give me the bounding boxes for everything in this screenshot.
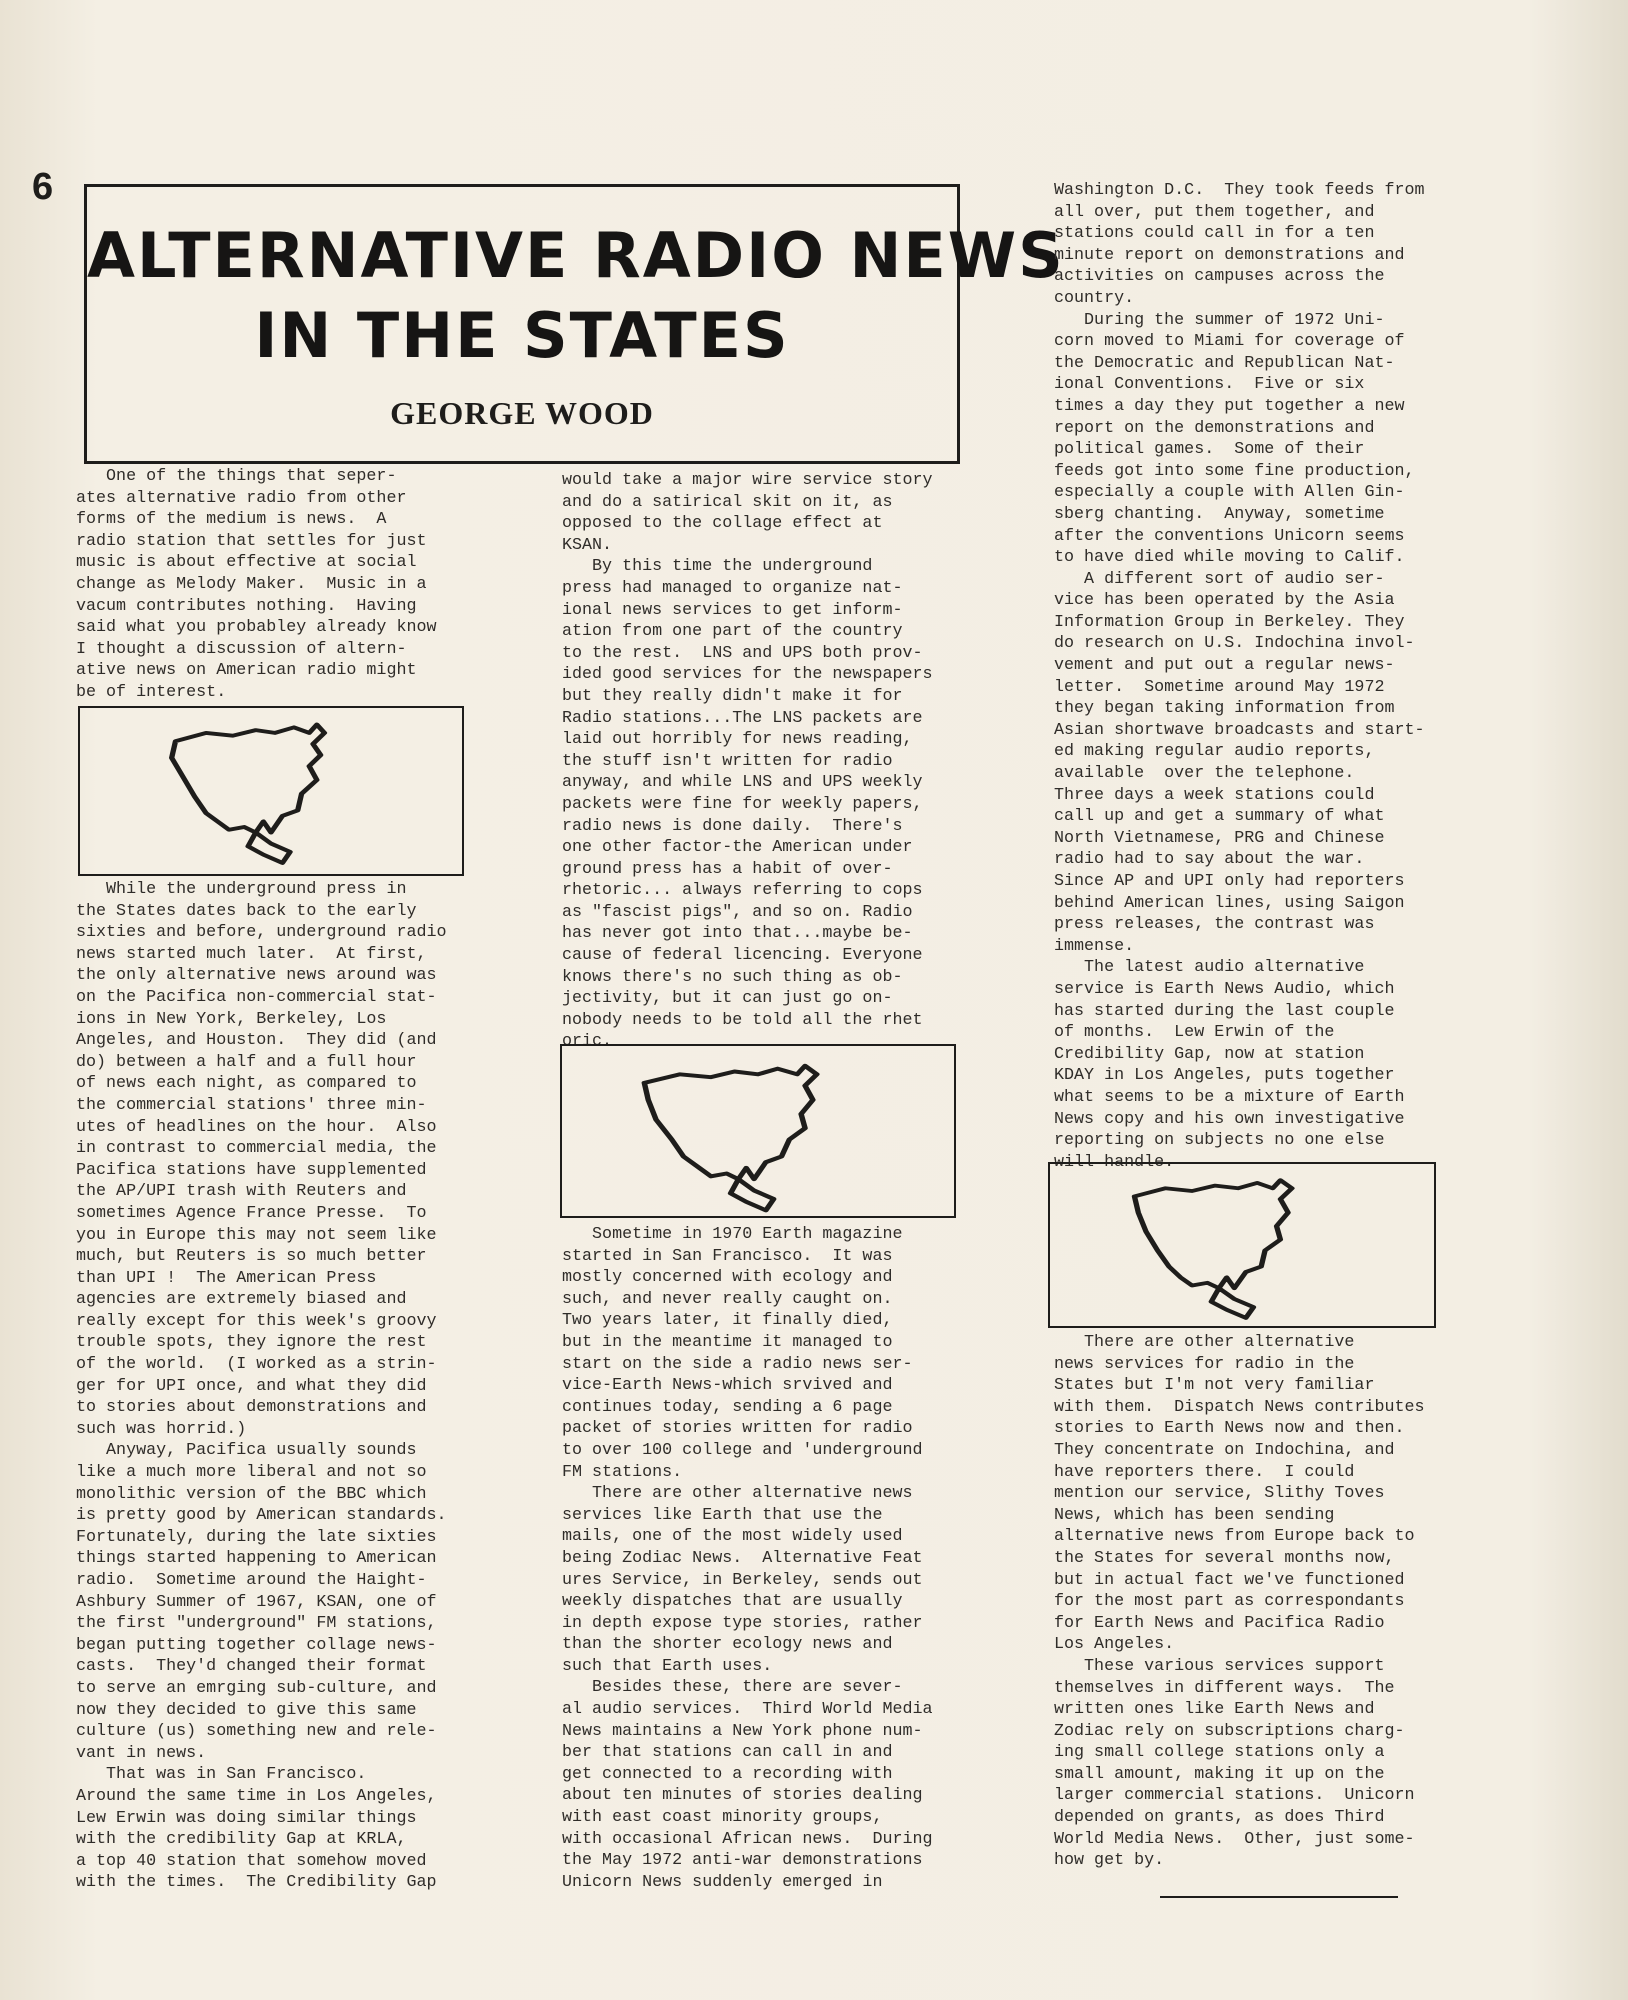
map-illustration-3 xyxy=(1048,1162,1436,1328)
map-illustration-2 xyxy=(560,1044,956,1218)
column-3-top: Washington D.C. They took feeds from all over, put them together, and stations could call in for a ten minute report on demonstrations and activities on campuses across the country. During the summer of 1972 Uni- corn moved to Miami for coverage of the Democratic and Republican Nat- ional Conventions. Five or six times a day they put together a new report on the demonstrations and political games. Some of their feeds got into some fine production, especially a couple with Allen Gin- sberg chanting. Anyway, sometime after the conventions Unicorn seems to have died while moving to Calif. A different sort of audio ser- vice has been operated by the Asia Information Group in Berkeley. They do research on U.S. Indochina invol- vement and put out a regular news- letter. Sometime around May 1972 they began taking information from Asian shortwave broadcasts and start- ed making regular audio reports, available over the telephone. Three days a week stations could call up and get a summary of what North Vietnamese, PRG and Chinese radio had to say about the war. Since AP and UPI only had reporters behind American lines, using Saigon press releases, the contrast was immense. The latest audio alternative service is Earth News Audio, which has started during the last couple of months. Lew Erwin of the Credibility Gap, now at station KDAY in Los Angeles, puts together what seems to be a mixture of Earth News copy and his own investigative reporting on subjects no one else will handle. xyxy=(1054,181,1425,1172)
north-america-map-icon xyxy=(80,708,462,874)
column-2-bottom: Sometime in 1970 Earth magazine started in San Francisco. It was mostly concerned with ecology and such, and never really caught on. Two years later, it finally died, but in the meantime it managed to start on the side a radio news ser- vice-Earth News-which srvived and continues today, sending a 6 page packet of stories written for radio to over 100 college and 'underground FM stations. There are other alternative news services like Earth that use the mails, one of the most widely used being Zodiac News. Alternative Feat ures Service, in Berkeley, sends out weekly dispatches that are usually in depth expose type stories, rather than the shorter ecology news and such that Earth uses. Besides these, there are sever- al audio services. Third World Media News maintains a New York phone num- ber that stations can call in and get connected to a recording with about ten minutes of stories dealing with east coast minority groups, with occasional African news. During the May 1972 anti-war demonstrations Unicorn News suddenly emerged in xyxy=(562,1225,933,1892)
column-2-top: would take a major wire service story and do a satirical skit on it, as opposed to the collage effect at KSAN. By this time the underground press had managed to organize nat- ional news services to get inform- ation from one part of the country to the rest. LNS and UPS both prov- ided good services for the newspapers but they really didn't make it for Radio stations...The LNS packets are laid out horribly for news reading, the stuff isn't written for radio anyway, and while LNS and UPS weekly packets were fine for weekly papers, radio news is done daily. There's one other factor-the American under ground press has a habit of over- rhetoric... always referring to cops as "fascist pigs", and so on. Radio has never got into that...maybe be- cause of federal licencing. Everyone knows there's no such thing as ob- jectivity, but it can just go on- nobody needs to be told all the rhet oric. xyxy=(562,471,933,1052)
headline-line-2: IN THE STATES xyxy=(254,299,790,372)
title-box xyxy=(84,184,1065,464)
end-rule xyxy=(1160,1896,1398,1898)
headline-line-1: ALTERNATIVE RADIO NEWS xyxy=(87,219,1065,292)
column-1-body: While the underground press in the States dates back to the early sixties and before, underground radio news started much later. At first, the only alternative news around was on the Pacifica non-commercial stat- ions in New York, Berkeley, Los Angeles, and Houston. They did (and do) between a half and a full hour of news each night, as compared to the commercial stations' three min- utes of headlines on the hour. Also in contrast to commercial media, the Pacifica stations have supplemented the AP/UPI trash with Reuters and sometimes Agence France Presse. To you in Europe this may not seem like much, but Reuters is so much better than UPI ! The American Press agencies are extremely biased and really except for this week's groovy trouble spots, they ignore the rest of the world. (I worked as a strin- ger for UPI once, and what they did to stories about demonstrations and such was horrid.) Anyway, Pacifica usually sounds like a much more liberal and not so monolithic version of the BBC which is pretty good by American standards. Fortunately, during the late sixties things started happening to American radio. Sometime around the Haight- Ashbury Summer of 1967, KSAN, one of the first "underground" FM stations, began putting together collage news- casts. They'd changed their format to serve an emrging sub-culture, and now they decided to give this same culture (us) something new and rele- vant in news. That was in San Francisco. Around the same time in Los Angeles, Lew Erwin was doing similar things with the credibility Gap at KRLA, a top 40 station that somehow moved with the times. The Credibility Gap xyxy=(76,880,447,1893)
north-america-map-icon xyxy=(562,1046,954,1216)
map-illustration-1 xyxy=(78,706,464,876)
page-number: 6 xyxy=(32,166,54,208)
column-3-bottom: There are other alternative news services for radio in the States but I'm not very familiar with them. Dispatch News contributes stories to Earth News now and then. They concentrate on Indochina, and have reporters there. I could mention our service, Slithy Toves News, which has been sending alternative news from Europe back to the States for several months now, but in actual fact we've functioned for the most part as correspondants for Earth News and Pacifica Radio Los Angeles. These various services support themselves in different ways. The written ones like Earth News and Zodiac rely on subscriptions charg- ing small college stations only a small amount, making it up on the larger commercial stations. Unicorn depended on grants, as does Third World Media News. Other, just some- how get by. xyxy=(1054,1333,1425,1871)
north-america-map-icon xyxy=(1050,1164,1434,1326)
column-1-intro: One of the things that seper- ates alternative radio from other forms of the medium is news. A radio station that settles for just music is about effective at social change as Melody Maker. Music in a vacum contributes nothing. Having said what you probabley already know I thought a discussion of altern- ative news on American radio might be of interest. xyxy=(76,467,437,702)
author-byline: GEORGE WOOD xyxy=(390,395,654,431)
